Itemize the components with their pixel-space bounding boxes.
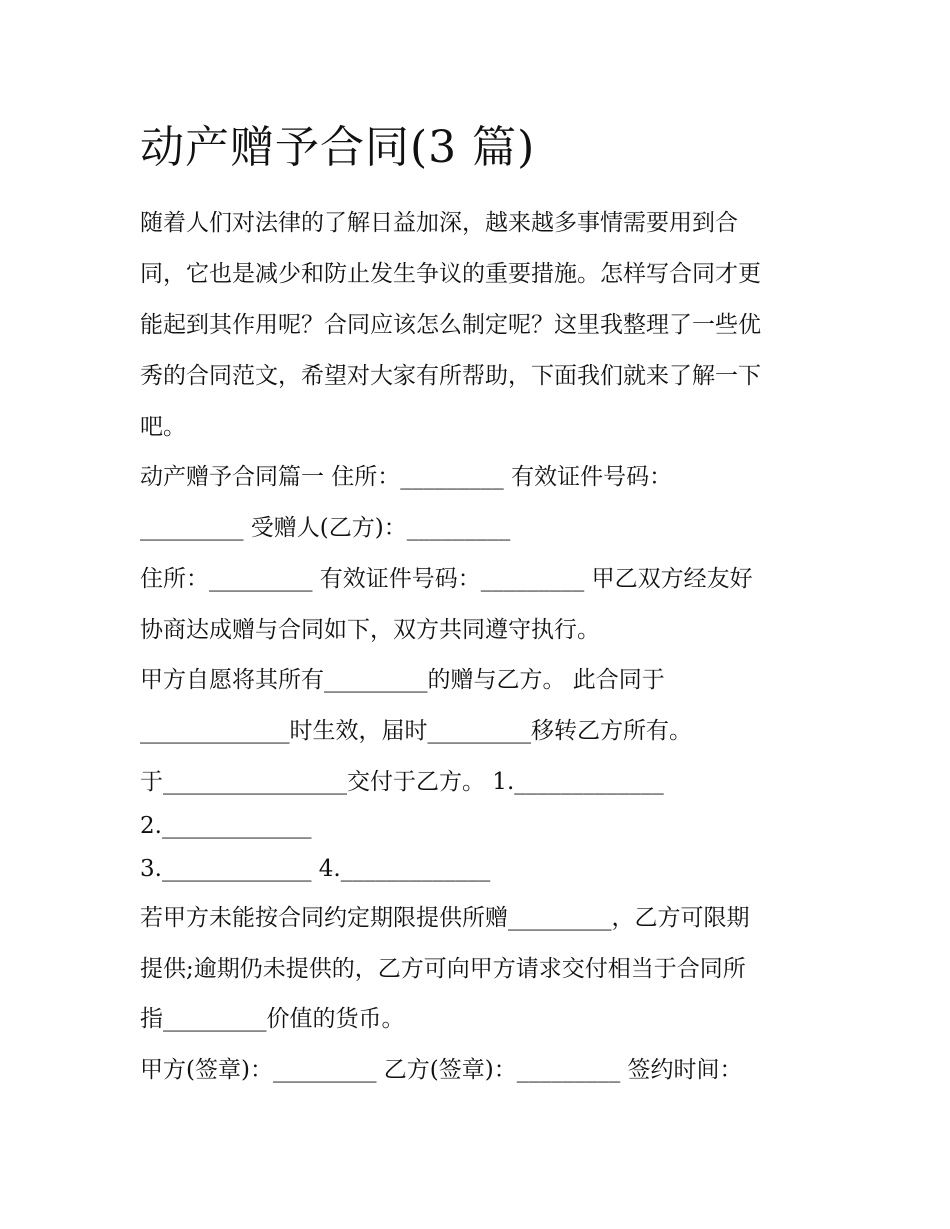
body-line: _________ 受赠人(乙方)：_________ — [140, 515, 511, 541]
body-line: 随着人们对法律的了解日益加深，越来越多事情需要用到合 — [140, 210, 738, 236]
body-line: 若甲方未能按合同约定期限提供所赠_________，乙方可限期 — [140, 905, 750, 931]
body-line: 指_________价值的货币。 — [140, 1006, 405, 1032]
body-line: 动产赠予合同篇一 住所：_________ 有效证件号码： — [140, 464, 673, 490]
body-line: 提供;逾期仍未提供的，乙方可向甲方请求交付相当于合同所 — [140, 956, 746, 982]
document-title: 动产赠予合同(3 篇) — [140, 122, 536, 173]
body-line: 甲方自愿将其所有_________的赠与乙方。 此合同于 — [140, 667, 665, 693]
body-line: 于________________交付于乙方。 1._____________ — [140, 769, 664, 795]
body-line: 3._____________ 4._____________ — [140, 856, 491, 882]
body-line: 协商达成赠与合同如下，双方共同遵守执行。 — [140, 617, 600, 643]
body-line: 同，它也是减少和防止发生争议的重要措施。怎样写合同才更 — [140, 261, 761, 287]
body-line: 2._____________ — [140, 813, 312, 839]
body-line: 甲方(签章)：_________ 乙方(签章)：_________ 签约时间： — [140, 1057, 743, 1083]
body-line: _____________时生效，届时_________移转乙方所有。 — [140, 718, 692, 744]
body-line: 住所：_________ 有效证件号码：_________ 甲乙双方经友好 — [140, 566, 753, 592]
body-line: 吧。 — [140, 414, 186, 440]
body-line: 秀的合同范文，希望对大家有所帮助，下面我们就来了解一下 — [140, 363, 761, 389]
body-line: 能起到其作用呢？合同应该怎么制定呢？这里我整理了一些优 — [140, 312, 761, 338]
